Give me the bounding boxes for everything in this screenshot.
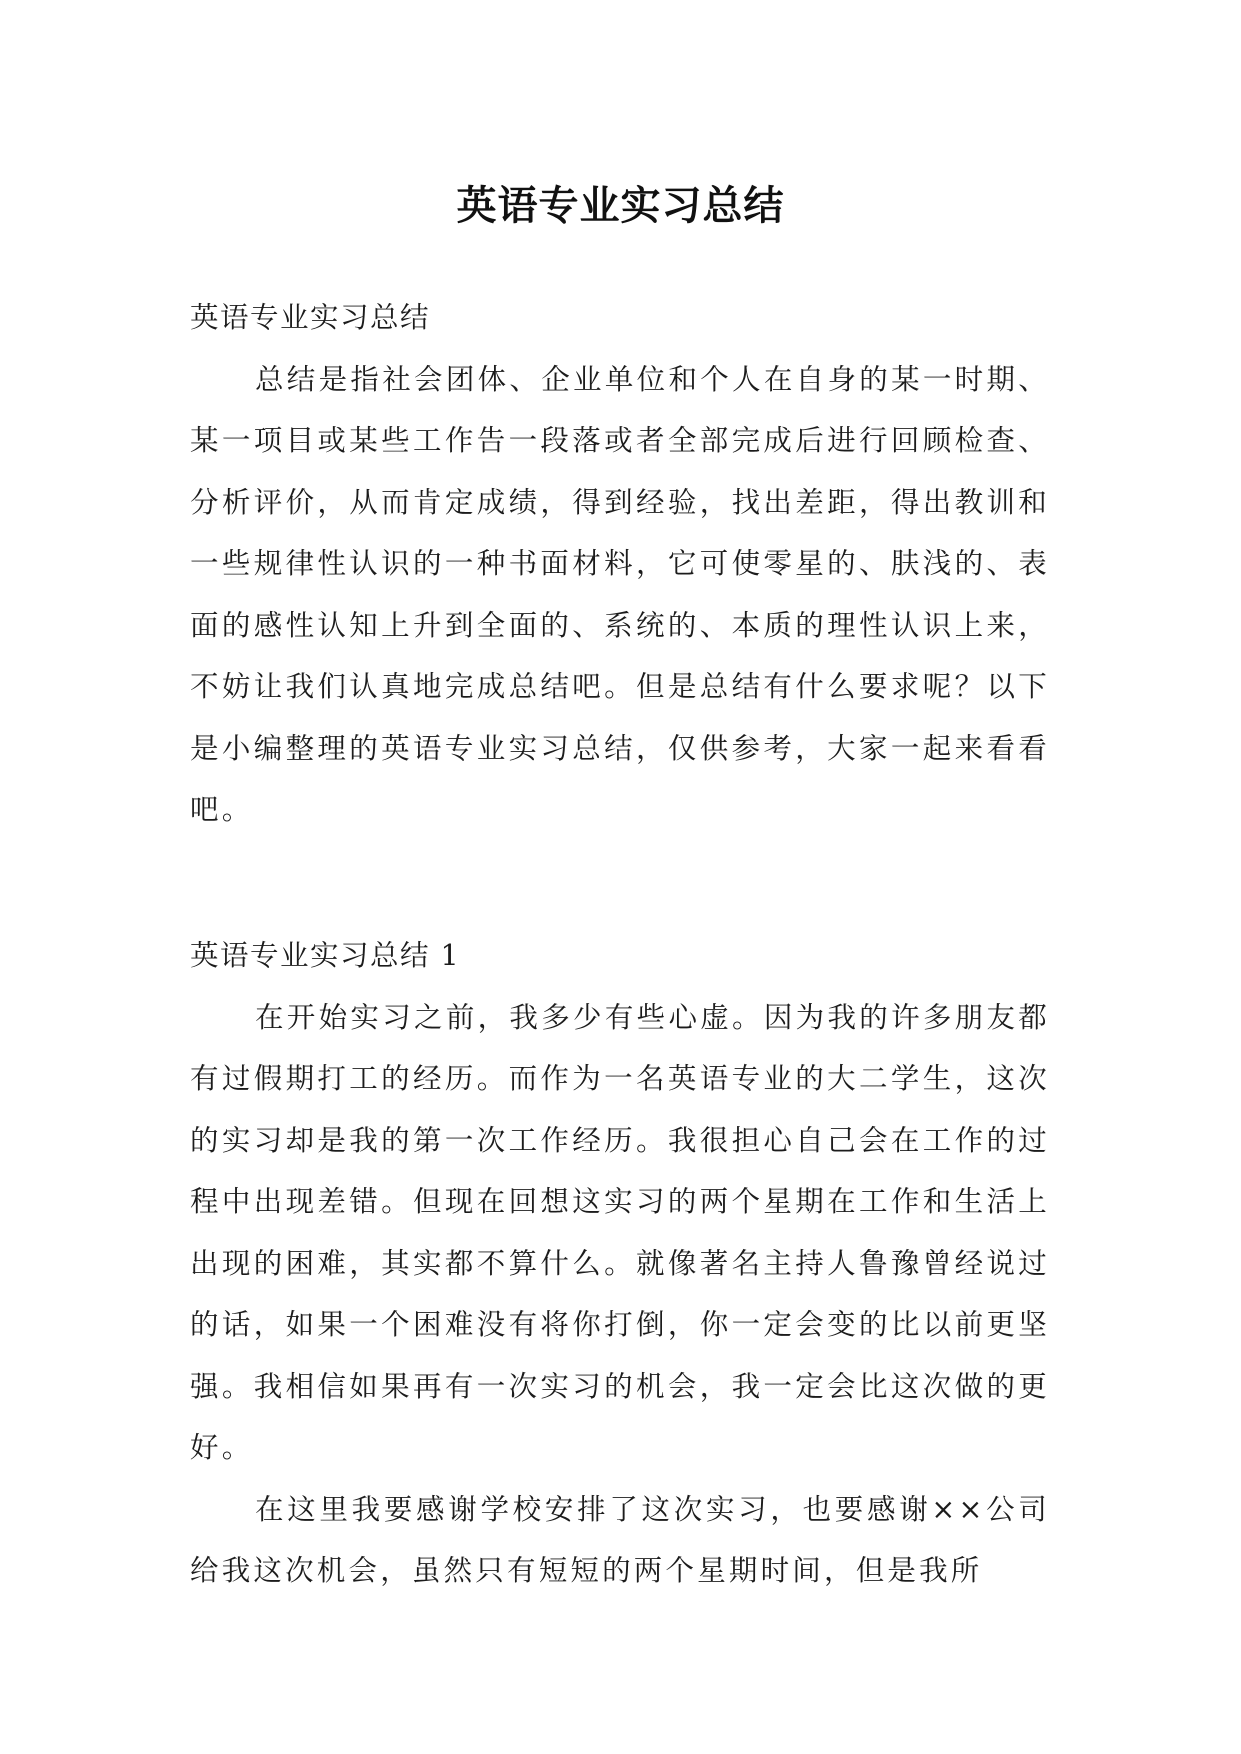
section-1-heading: 英语专业实习总结 1 — [190, 939, 461, 972]
intro-paragraph: 总结是指社会团体、企业单位和个人在自身的某一时期、某一项目或某些工作告一段落或者全部完成后进行回顾检查、分析评价，从而肯定成绩，得到经验，找出差距，得出教训和一些规律性认识的一种书面材料，它可使零星的、肤浅的、表面的感性认知上升到全面的、系统的、本质的理性认识上来，不妨让我们认真地完成总结吧。但是总结有什么要求呢？以下是小编整理的英语专业实习总结，仅供参考，大家一起来看看吧。 — [190, 362, 1050, 826]
section-1 — [190, 925, 1050, 1602]
section-1-paragraph-1: 在开始实习之前，我多少有些心虚。因为我的许多朋友都有过假期打工的经历。而作为一名英语专业的大二学生，这次的实习却是我的第一次工作经历。我很担心自己会在工作的过程中出现差错。但现在回想这实习的两个星期在工作和生活上出现的困难，其实都不算什么。就像著名主持人鲁豫曾经说过的话，如果一个困难没有将你打倒，你一定会变的比以前更坚强。我相信如果再有一次实习的机会，我一定会比这次做的更好。 — [190, 1000, 1050, 1464]
intro-heading: 英语专业实习总结 — [190, 301, 431, 334]
document-title: 英语专业实习总结 — [456, 181, 785, 229]
section-1-paragraph-2: 在这里我要感谢学校安排了这次实习，也要感谢××公司给我这次机会，虽然只有短短的两个星期时间，但是我所 — [190, 1492, 1050, 1587]
intro-section — [190, 287, 1050, 841]
